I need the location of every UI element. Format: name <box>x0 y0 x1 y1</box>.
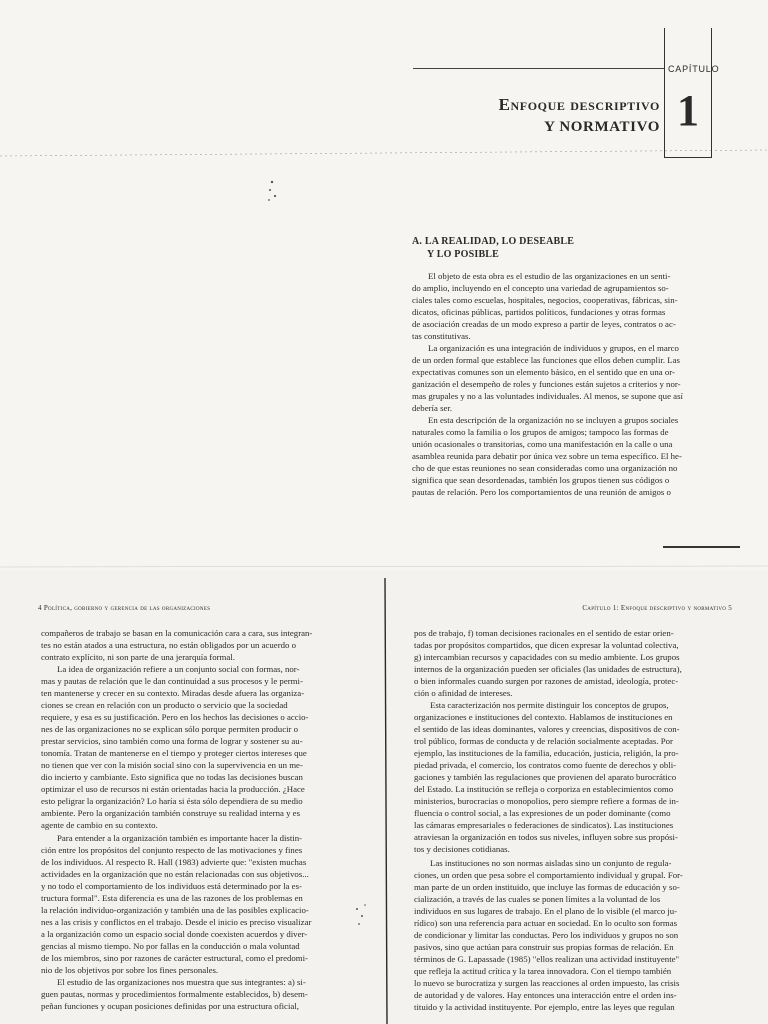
top-text-line: dicatos, oficinas públicas, partidos políticos, fundaciones y otras formas <box>412 307 666 317</box>
top-text-line: significa que sean desordenadas, también los grupos tienen sus códigos o <box>412 475 670 485</box>
top-text-line: La organización es una integración de individuos y grupos, en el marco <box>428 343 679 353</box>
left-text-line: optimizar el uso de recursos ni están orientadas hacia la producción. ¿Hace <box>41 784 305 794</box>
left-text-line: ambiente. Pero la organización también construye su realidad interna y es <box>41 808 301 818</box>
left-text-line: ciones se crean en relación con un producto o servicio que la sociedad <box>41 700 288 710</box>
left-text-line: tonomía. Tratan de mantenerse en el tiempo y proteger ciertos intereses que <box>41 748 307 758</box>
running-head-right: Capítulo 1: Enfoque descriptivo y normativo 5 <box>582 604 732 612</box>
top-text-line: En esta descripción de la organización no se incluyen a grupos sociales <box>428 415 679 425</box>
right-text-line: tadas por propósitos compartidos, que dicen expresar la voluntad colectiva, <box>414 640 679 650</box>
right-text-line: rídico) son una referencia para actuar en sociedad. En lo oculto son formas <box>414 918 678 928</box>
left-text-line: gencias al mismo tiempo. No por fallas en la conducción o mala voluntad <box>41 941 300 951</box>
left-text-line: La idea de organización refiere a un conjunto social con formas, nor- <box>57 664 300 674</box>
right-text-line: ciones, un orden que pesa sobre el comportamiento individual y grupal. For- <box>414 870 683 880</box>
left-text-line: prestar servicios, sino también como una forma de lograr y sostener su au- <box>41 736 303 746</box>
chapter-number: 1 <box>677 86 699 135</box>
left-text-line: contrato explícito, ni son parte de una jerarquía formal. <box>41 652 235 662</box>
left-text-line: actividades en la organización que no están relacionadas con sus objetivos... <box>41 869 309 879</box>
top-text-line: asamblea reunida para debatir por única vez sobre un tema específico. El he- <box>412 451 682 461</box>
top-text-line: ganización el desempeño de roles y funciones están sujetos a criterios y nor- <box>412 379 681 389</box>
chapter-label: CAPÍTULO <box>668 64 720 74</box>
right-text-line: el sentido de las ideas dominantes, valores y creencias, dispositivos de con- <box>414 724 680 734</box>
right-text-line: tituido y la actividad instituyente. Por ejemplo, entre las leyes que regulan <box>414 1002 675 1012</box>
right-text-line: ción o afinidad de intereses. <box>414 688 513 698</box>
left-text-line: no tienen que ver con la misión social sino con la supervivencia en un me- <box>41 760 303 770</box>
right-text-line: las cámaras empresariales o federaciones de sindicatos). Las instituciones <box>414 820 674 830</box>
section-heading-line2: Y LO POSIBLE <box>427 249 500 260</box>
right-text-line: piedad privada, el comercio, los contratos como fuente de derechos y obli- <box>414 760 677 770</box>
left-text-line: tructura formal". Esta diferencia es una de las razones de los problemas en <box>41 893 303 903</box>
left-text-line: mas y pautas de relación que le dan continuidad a sus procesos y le permi- <box>41 676 303 686</box>
top-text-line: ciales tales como escuelas, hospitales, negocios, cooperativas, fábricas, sin- <box>412 295 678 305</box>
right-text-line: ejemplo, las instituciones de la familia, educación, justicia, religión, la pro- <box>414 748 679 758</box>
left-text-line: nes de las organizaciones no se explican sólo porque permiten producir o <box>41 724 299 734</box>
left-text-line: ten mantenerse y crecer en su contexto. Miradas desde afuera las organiza- <box>41 688 305 698</box>
right-text-line: de condicionar y limitar las conductas. Pero los individuos y grupos no son <box>414 930 679 940</box>
section-heading-line1: A. LA REALIDAD, LO DESEABLE <box>412 236 575 247</box>
left-text-line: la relación individuo-organización y también una de las posibles explicacio- <box>41 905 309 915</box>
left-text-line: agente de cambio en su contexto. <box>41 820 158 830</box>
top-text-line: pautas de relación. Pero los comportamientos de una reunión de amigos o <box>412 487 671 497</box>
top-text-line: debería ser. <box>412 403 453 413</box>
left-text-line: a la organización como un espacio social donde coexisten acuerdos y diver- <box>41 929 308 939</box>
right-text-line: lo nuevo se burocratiza y surgen las reacciones al orden impuesto, las crisis <box>414 978 680 988</box>
right-text-line: trol público, formas de conducta y de relación socialmente aceptadas. Por <box>414 736 673 746</box>
chapter-title-line1: Enfoque descriptivo <box>498 95 660 114</box>
top-text-line: do amplio, incluyendo en el concepto una variedad de agrupamientos so- <box>412 283 669 293</box>
top-text-line: cho de que estas reuniones no sean consideradas como una organización no <box>412 463 678 473</box>
chapter-rule <box>413 68 664 69</box>
left-text-line: El estudio de las organizaciones nos muestra que sus integrantes: a) si- <box>57 977 306 987</box>
left-text-line: ción entre los propósitos del conjunto respecto de las motivaciones y fines <box>41 845 303 855</box>
right-text-line: atraviesan la organización en todos sus niveles, influyen sobre sus propósi- <box>414 832 678 842</box>
left-text-line: de los individuos. Al respecto R. Hall (1983) advierte que: "existen muchas <box>41 857 307 867</box>
top-text-line: de asociación creadas de un modo expreso a partir de leyes, contratos o ac- <box>412 319 676 329</box>
left-text-line: requiere, y esa es su justificación. Pero en los hechos las decisiones o accio- <box>41 712 309 722</box>
left-text-line: nes a las crisis y conflictos en el trabajo. Desde el inicio es preciso visualizar <box>41 917 312 927</box>
top-text-line: unión ocasionales o transitorias, como una manifestación en la calle o una <box>412 439 673 449</box>
right-text-line: g) intercambian recursos y capacidades con su medio ambiente. Los grupos <box>414 652 680 662</box>
right-text-line: de autoridad y de valores. Hay entonces una interacción entre el orden ins- <box>414 990 677 1000</box>
right-text-line: pos de trabajo, f) toman decisiones racionales en el sentido de estar orien- <box>414 628 674 638</box>
left-text-line: esto peligrar la organización? Lo haría si ésta sólo dependiera de su medio <box>41 796 303 806</box>
left-text-line: y no todo el comportamiento de los individuos está determinado por la es- <box>41 881 302 891</box>
right-text-line: que refleja la actitud crítica y la tarea innovadora. Con el tiempo también <box>414 966 672 976</box>
top-text-line: naturales como la familia o los grupos de amigos; tampoco las formas de <box>412 427 669 437</box>
right-text-line: Esta caracterización nos permite distinguir los conceptos de grupos, <box>430 700 669 710</box>
right-text-line: o bien informales cuando surgen por razones de amistad, ideología, protec- <box>414 676 679 686</box>
top-text-line: El objeto de esta obra es el estudio de las organizaciones en un senti- <box>428 271 671 281</box>
chapter-title-line2: Y NORMATIVO <box>544 119 660 135</box>
running-head-left: 4 Política, gobierno y gerencia de las organizaciones <box>38 604 211 612</box>
right-text-line: individuos en sus lugares de trabajo. En el plano de lo visible (el marco ju- <box>414 906 678 916</box>
left-text-line: nio de los objetivos por sobre los fines personales. <box>41 965 219 975</box>
left-text-line: compañeros de trabajo se basan en la comunicación cara a cara, sus integran- <box>41 628 313 638</box>
right-text-line: pasivos, sino que actúan para construir sus propias formas de relación. En <box>414 942 674 952</box>
top-text-line: expectativas comunes son un elemento básico, en el sentido que en una or- <box>412 367 675 377</box>
right-text-line: fluencia o control social, a las expresiones de un poder dominante (como <box>414 808 671 818</box>
left-text-line: de los miembros, sino por razones de carácter estructural, como el predomi- <box>41 953 308 963</box>
top-text-line: tas constitutivas. <box>412 331 471 341</box>
right-text-line: Las instituciones no son normas aisladas sino un conjunto de regula- <box>430 858 672 868</box>
left-text-line: dio incierto y cambiante. Esto significa que no todas las decisiones buscan <box>41 772 303 782</box>
left-text-line: peñan funciones y ocupan posiciones definidas por una estructura oficial, <box>41 1001 299 1011</box>
right-text-line: cialización, a través de las cuales se ponen límites a la voluntad de los <box>414 894 661 904</box>
right-text-line: internos de la organización pueden ser oficiales (las unidades de estructura), <box>414 664 682 674</box>
right-text-line: del Estado. La institución se refleja o corporiza en establecimientos como <box>414 784 674 794</box>
left-text-line: guen pautas, normas y procedimientos formalmente establecidos, b) desem- <box>41 989 308 999</box>
top-text-line: de un orden formal que establece las funciones que ellos deben cumplir. Las <box>412 355 680 365</box>
right-text-line: man parte de un orden instituido, que incluye las formas de educación y so- <box>414 882 680 892</box>
top-text-line: mas grupales y no a las voluntades individuales. Al menos, se supone que así <box>412 391 683 401</box>
left-text-line: Para entender a la organización también es importante hacer la distin- <box>57 833 303 843</box>
right-text-line: ministerios, burocracias o monopolios, pero siempre refiere a formas de in- <box>414 796 679 806</box>
right-text-line: organizaciones e instituciones del contexto. Hablamos de instituciones en <box>414 712 673 722</box>
right-text-line: tos y decisiones cotidianas. <box>414 844 510 854</box>
right-text-line: gaciones y también las regulaciones que provienen del aparato burocrático <box>414 772 677 782</box>
right-text-line: términos de G. Lapassade (1985) "ellos realizan una actividad instituyente" <box>414 954 680 964</box>
left-text-line: tes no están atados a una estructura, no están obligados por un acuerdo o <box>41 640 297 650</box>
